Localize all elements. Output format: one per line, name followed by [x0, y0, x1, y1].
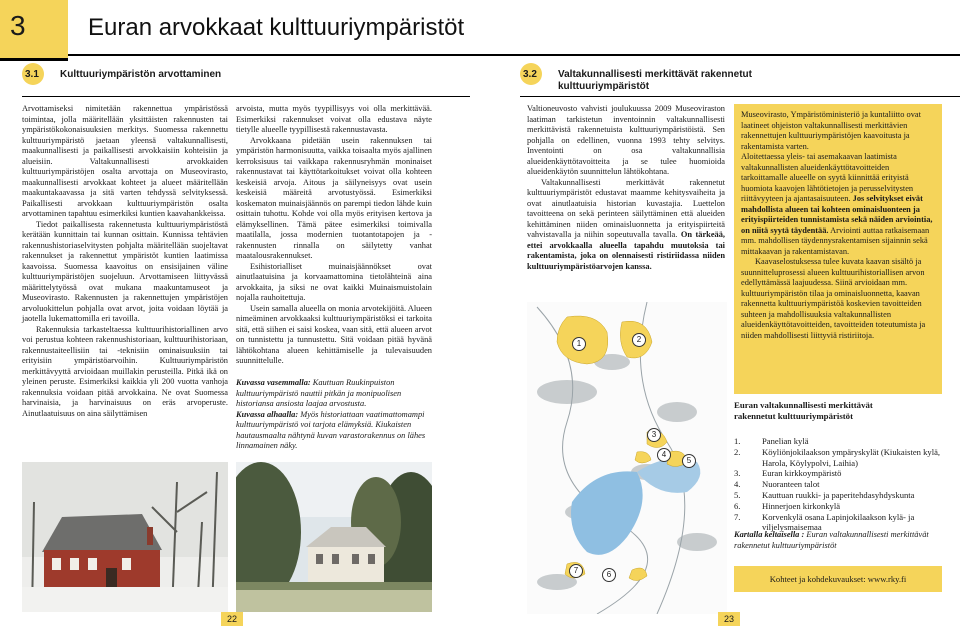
paragraph: Kaavaselostuksessa tulee kuvata kaavan sisältö ja suunnitteluprosessi alueen kulttuurihistoriallisen arvon edellyttämässä laajuudessa. Siinä arvioidaan mm. kulttuuriympäristön tilaa ja ominaisluonnetta, kaavan rakennetta kulttuuriympäristöä koskevien tavoitteiden suhteen ja mahdollisuuksia valtakunnallisten alueidenkäyttötavoitteiden, tavoitteiden toteutumista ja niiden mahdollisesti liittyviä ristiriitoja.	[741, 257, 926, 340]
paragraph: Arvokkaana pidetään usein rakennuksen tai ympäristön harmonisuutta, vaikka toisaalta myös ajallinen kerroksisuus tai vaikkapa rakennusryhmän moninaiset rakennustavat tai käyttötarkoitukset voivat olla kohteen keskeisiä arvoja. Aitous ja säilyneisyys ovat usein keskeisiä määreitä arvotustyössä. Esimerkiksi koskematon muinaisjäännös on parempi tiedon lähde kuin osittain tuhottu. Kohde voi olla myös erityisen kertova ja elämyksellinen. Tämä pätee esimerkiksi toimivalla maatilalla, jossa modernien tuotantotapojen ja -rakennusten rinnalla on säilytetty vanhat maatalousrakennukset.	[236, 135, 432, 260]
photo-captions	[236, 378, 432, 452]
caption-left-photo	[236, 378, 432, 410]
list-number: 4.	[734, 479, 741, 490]
list-text: Korvenkylä osana Lapinjokilaakson kylä- ja viljelysmaisemaa	[762, 511, 915, 533]
manor-house-illustration	[236, 462, 432, 612]
guidance-text	[734, 104, 942, 341]
list-item	[734, 490, 944, 501]
paragraph: Arvottamiseksi nimitetään rakennettua ympäristössä toimintaa, jolla määritellään yksittäisten rakennusten tai ympäristökokonaisuuksien merkitys. Suomessa rakennettu kulttuuriympäristö jaetaan yleensä valtakunnallisesti, maakunnallisesti ja paikallisesti arvokkaisiin kohteisiin ja alueisiin. Valtakunnallisesti arvokkaiden kulttuuriympäristöjen osalta arvottaja on Museovirasto, maakunnallisesti arvokkaat kohteet ja alueet määritellään maakuntakaavassa ja sitä varten tehdyssä selvityksessä. Paikallisesti arvokkaan kulttuuriympäristön osalta arvottaminen tapahtuu esimerkiksi kuntien kaavahankkeissa.	[22, 104, 228, 218]
section-3-1-rule	[22, 96, 470, 97]
map-marker-4: 4	[657, 448, 671, 462]
map-caption	[734, 530, 946, 551]
section-3-2-title-line1: Valtakunnallisesti merkittävät rakennetut	[558, 69, 752, 80]
column-3-text	[527, 104, 725, 272]
map-illustration	[527, 302, 727, 614]
page-number-left: 22	[221, 612, 243, 626]
site-list-title-line2: rakennetut kulttuuriympäristöt	[734, 411, 854, 421]
list-item	[734, 479, 944, 490]
site-list-title-line1: Euran valtakunnallisesti merkittävät	[734, 400, 873, 410]
list-number: 3.	[734, 468, 741, 479]
list-number: 5.	[734, 489, 741, 500]
list-number: 2.	[734, 446, 741, 457]
list-number: 6.	[734, 500, 741, 511]
column-1-text	[22, 104, 228, 419]
list-number: 1.	[734, 436, 741, 446]
map-marker-7: 7	[569, 564, 583, 578]
list-number: 7.	[734, 511, 741, 522]
section-3-1-title: Kulttuuriympäristön arvottaminen	[60, 69, 222, 80]
paragraph-emphasis: On tärkeää, ettei arvokkaalla alueella tapahdu muutoksia tai rakentamista, joka on olennaisesti ristiriidassa niiden kulttuuriympäristöarvojen kanssa.	[527, 230, 725, 271]
caption-text: Myös historiattaan vaatimattomampi kulttuuriympäristö voi tarjota elämyksiä. Kiukaisten hautausmaalta nähtynä kuvan varastorakennus on lähes linnamainen näky.	[236, 409, 426, 450]
paragraph: Rakennuksia tarkasteltaessa kulttuurihistoriallinen arvo voi perustua kohteen rakennushistoriaan, kulttuurihistoriaan, rakennustaiteellisiin tai -teknisiin ominaisuuksiin tai erityisiin ympäristöarvoihin. Kulttuuriympäristön merkittävyyttä arvioidaan muillakin perusteilla. Pitkä ikä on yleinen peruste. Esimerkiksi kaikkia yli 200 vuotta vanhoja rakennuksia voidaan pitää arvokkaina. Ne ovat Suomessa harvinaisia, ja harvinaisuus on eräs arvoperuste. Ainutlaatuisuus on aina säilyttämisen	[22, 324, 228, 418]
paragraph: Usein samalla alueella on monia arvotekijöitä. Alueen nimeäminen arvokkaaksi kulttuuriympäristöksi ei tarkoita sitä, että siihen ei saisi koskea, vaan sitä, että alueen arvot on tunnistettu ja tunnustettu. Sitä voidaan pitää hyvänä lähtökohtana alueen kehittämiselle ja tulevaisuuden suunnittelulle.	[236, 303, 432, 365]
paragraph	[527, 178, 725, 273]
guidance-box	[734, 104, 942, 394]
section-3-1-number: 3.1	[25, 69, 39, 80]
list-text: Kauttuan ruukki- ja paperitehdasyhdyskunta	[762, 489, 915, 500]
list-item	[734, 468, 944, 479]
chapter-number: 3	[10, 10, 26, 41]
paragraph: Museovirasto, Ympäristöministeriö ja kuntaliitto ovat laatineet ohjeiston valtakunnallisesti merkittävien rakennettujen kulttuuriympäristöjen kaavoitusta ja rakentamista varten.	[741, 110, 921, 151]
paragraph-text: Valtakunnallisesti merkittävät rakennetut kulttuuriympäristöt edustavat maamme kehitysvaiheita ja ovat ainutlaatuisia historian kuvastajia. Luettelon tavoitteena on sekä perinteen säilyttäminen että alueiden kehittäminen niiden ominaisluonnetta ja erityispiirteitä vahvistavalla ja niihin sopeutuvalla tavalla.	[527, 177, 725, 239]
list-item	[734, 436, 944, 447]
paragraph-text: Arviointi auttaa ratkaisemaan mm. mahdollisen täydennysrakentamisen sijainnin sekä mittakaavan ja rakentamistavan.	[741, 225, 930, 256]
page-number-right: 23	[718, 612, 740, 626]
section-3-2-number: 3.2	[523, 69, 537, 80]
map-marker-3: 3	[647, 428, 661, 442]
paragraph: Tiedot paikallisesta rakennetusta kulttuuriympäristöstä kerätään kunnittain tai kunnan osittain. Kunnissa tehtävien rakennushistoriaselvitysten pohjalta määritellään suojeltavat rakennukset ja rakennettut ympäristöt kuntien laatimissa kaavoissa. Suomessa kaavoitus on ensisijainen väline kulttuuriympäristöjen suojeluun. Arvottamiseen liittyvässä määrittelytyössä ovat mukana maakuntamuseot ja Museovirasto. Rakennusten ja rakennettujen ympäristöjen arvoluokittelun pohjalla ovat arvot, joita voidaan löytää ja jaotella lukemattomilla eri tavoilla.	[22, 219, 228, 323]
link-box	[734, 566, 942, 592]
caption-bottom-photo	[236, 410, 432, 452]
map-marker-6: 6	[602, 568, 616, 582]
paragraph: Valtioneuvosto vahvisti joulukuussa 2009 Museoviraston laatiman tarkistetun inventoinnin valtakunnallisesti merkittävistä rakennetuista kulttuuriympäristöistä. Sen pohjalla on edellinen, vuonna 1993 tehty selvitys. Inventointi on osa valtakunnallisia alueidenkäyttötavoitteita ja se tulee huomioida alueidenkäytön suunnittelun lähtökohtana.	[527, 104, 725, 176]
caption-label: Kuvassa vasemmalla:	[236, 378, 311, 387]
photo-manor-house	[236, 462, 432, 612]
map-marker-2: 2	[632, 333, 646, 347]
header-rule	[68, 54, 960, 56]
map-eura	[527, 302, 727, 614]
site-list-section	[734, 400, 944, 533]
list-item	[734, 501, 944, 512]
paragraph-emphasis: Jos selvitykset eivät mahdollista alueen tai kohteen ominaisluonteen ja erityispiirteiden tunnistamista sekä näiden arviointia, on niitä syytä täydentää.	[741, 194, 933, 235]
site-list	[734, 436, 944, 533]
section-3-2-title	[558, 69, 752, 93]
section-3-2-rule	[520, 96, 960, 97]
list-text: Euran kirkkoympäristö	[762, 468, 842, 479]
site-list-title	[734, 400, 944, 422]
list-item	[734, 447, 944, 469]
red-farmhouse-illustration	[22, 462, 228, 612]
list-text: Hinnerjoen kirkonkylä	[762, 500, 841, 511]
map-caption-label: Kartalla keltaisella :	[734, 530, 805, 539]
list-text: Panelian kylä	[762, 436, 809, 446]
paragraph	[741, 152, 935, 257]
chapter-title: Euran arvokkaat kulttuuriympäristöt	[88, 14, 465, 41]
column-2-text	[236, 104, 432, 367]
map-marker-5: 5	[682, 454, 696, 468]
caption-text: Kauttuan Ruukinpuiston kulttuuriympäristö nauttii pitkän ja monipuolisen historiansa ansiosta laajaa arvostusta.	[236, 378, 402, 408]
paragraph-text: Aloitettaessa yleis- tai asemakaavan laatimista valtakunnallisten alueidenkäyttötavoitteiden tarkoittamalle alueelle on syytä kiinnittää erityistä huomiota kaavojen lähtötietojen ja perusselvitysten riittävyyteen ja ajantasaisuuteen.	[741, 152, 914, 203]
map-caption-text: Euran valtakunnallisesti merkittävät rakennetut kulttuuriympäristöt	[734, 530, 929, 550]
paragraph: Esihistorialliset muinaisjäännökset ovat ainutlaatuisina ja korvaamattomina tietolähteinä aina arvokkaita, ja siksi ne ovat kaikki Muinaismuistolain nojalla rauhoitettuja.	[236, 261, 432, 302]
caption-label: Kuvassa alhaalla:	[236, 409, 299, 419]
photo-red-farmhouse	[22, 462, 228, 612]
map-marker-1: 1	[572, 337, 586, 351]
list-text: Nuoranteen talot	[762, 479, 820, 490]
paragraph: arvoista, mutta myös tyypillisyys voi olla merkittävää. Esimerkiksi rakennukset voivat olla edustava näyte tietylle alueelle tyypillisestä rakennustavasta.	[236, 104, 432, 134]
list-text: Köyliönjokilaakson ympäryskylät (Kiukaisten kylä, Harola, Köylypolvi, Laihia)	[762, 446, 941, 468]
section-3-2-title-line2: kulttuuriympäristöt	[558, 81, 650, 92]
link-box-text[interactable]: Kohteet ja kohdekuvaukset: www.rky.fi	[769, 574, 907, 584]
